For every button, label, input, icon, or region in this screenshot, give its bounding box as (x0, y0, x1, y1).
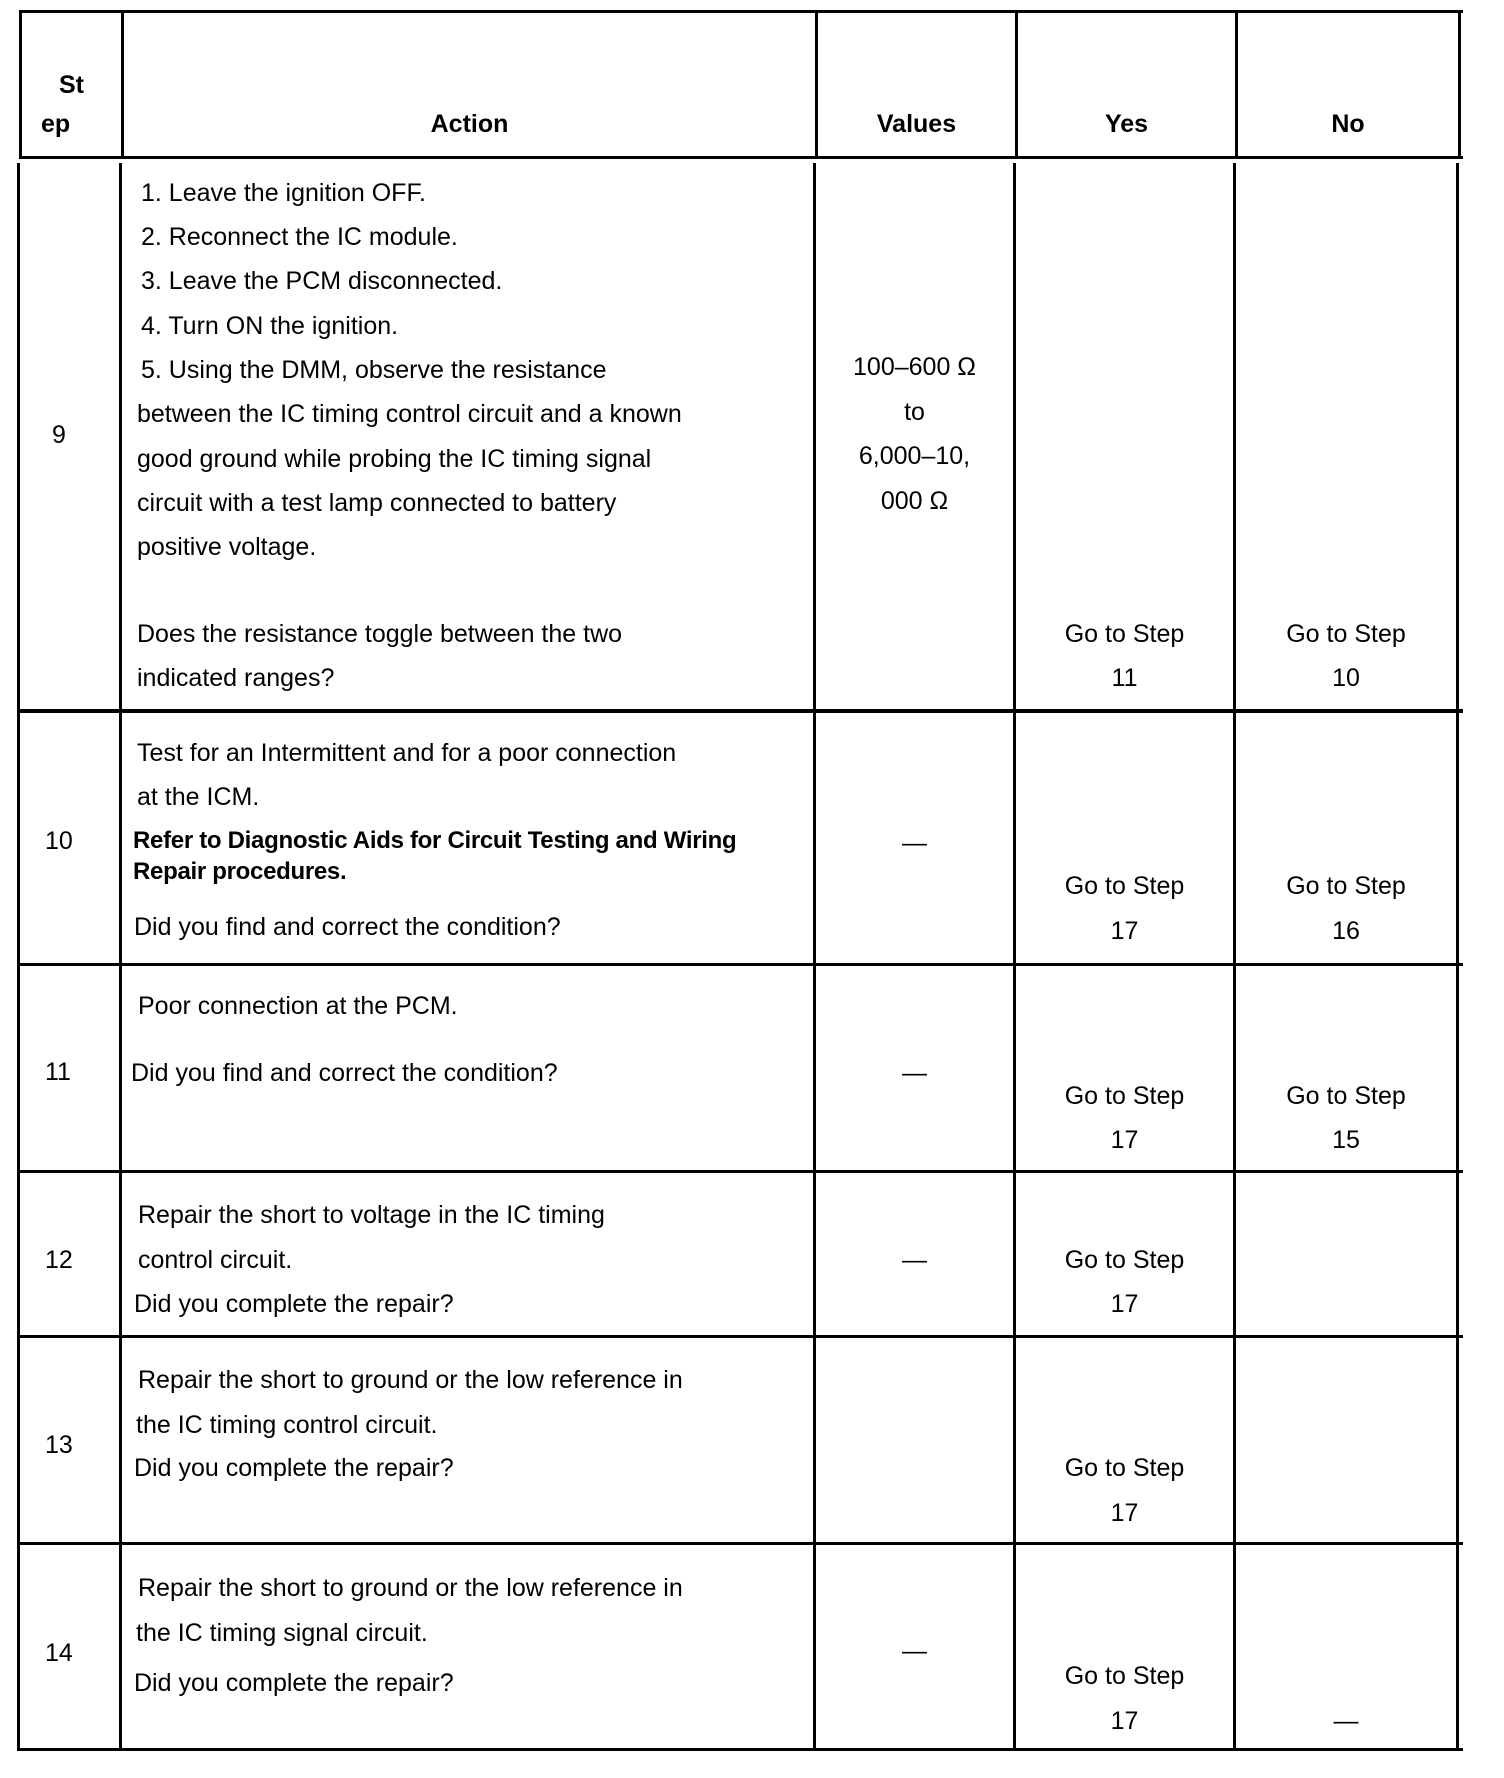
value-dash: — (902, 1246, 927, 1274)
step-number: 14 (45, 1639, 73, 1667)
question-line: Did you find and correct the condition? (134, 913, 561, 941)
bold-line: Refer to Diagnostic Aids for Circuit Testing and Wiring (133, 827, 737, 854)
col-rule-right-body (1456, 163, 1459, 1751)
yes-cell-line: Go to Step (1064, 1082, 1185, 1110)
action-line: good ground while probing the IC timing signal (137, 445, 652, 473)
col-rule-step-body (119, 163, 122, 1751)
header-step-line2: ep (41, 110, 71, 138)
action-line: at the ICM. (137, 783, 260, 811)
value-line: 100–600 Ω (853, 353, 976, 381)
action-line: Did you complete the repair? (134, 1669, 454, 1697)
action-line: 3. Leave the PCM disconnected. (141, 267, 503, 295)
action-line: between the IC timing control circuit and a known (137, 400, 682, 428)
table-border-top (19, 10, 1463, 13)
action-line: positive voltage. (137, 533, 317, 561)
action-line: Repair the short to ground or the low reference in (138, 1366, 683, 1394)
yes-cell-line: 17 (1110, 1290, 1139, 1318)
bold-line: Repair procedures. (133, 858, 347, 885)
action-line: circuit with a test lamp connected to battery (137, 489, 617, 517)
question-line: Does the resistance toggle between the two (137, 620, 623, 648)
value-line: 6,000–10, (858, 442, 971, 470)
action-line: control circuit. (138, 1246, 293, 1274)
header-step-line1: St (59, 71, 84, 99)
header-action: Action (430, 110, 509, 138)
no-cell-line: Go to Step (1286, 1082, 1406, 1110)
step-number: 10 (45, 827, 73, 855)
value-dash: — (902, 829, 927, 857)
action-line: 5. Using the DMM, observe the resistance (141, 356, 607, 384)
no-cell-line: 10 (1332, 664, 1360, 692)
row-rule-10-11 (17, 963, 1463, 966)
header-values: Values (876, 110, 957, 138)
action-line: 1. Leave the ignition OFF. (141, 179, 426, 207)
action-line: the IC timing control circuit. (136, 1411, 438, 1439)
yes-cell-line: Go to Step (1064, 1662, 1185, 1690)
header-no: No (1331, 110, 1365, 138)
yes-cell-line: Go to Step (1064, 1246, 1185, 1274)
yes-cell-line: 17 (1110, 1499, 1139, 1527)
action-line: 4. Turn ON the ignition. (141, 312, 399, 340)
yes-cell-line: Go to Step (1064, 872, 1185, 900)
row-rule-13-14 (17, 1542, 1463, 1545)
value-line: to (904, 398, 925, 426)
action-line: Did you complete the repair? (134, 1290, 454, 1318)
action-line: Repair the short to ground or the low reference in (138, 1574, 683, 1602)
value-dash: — (902, 1059, 927, 1087)
row-rule-11-12 (17, 1170, 1463, 1173)
no-cell-line: Go to Step (1286, 872, 1406, 900)
action-line: Did you complete the repair? (134, 1454, 454, 1482)
question-line: Did you find and correct the condition? (131, 1059, 558, 1087)
step-number: 13 (45, 1431, 73, 1459)
action-line: Test for an Intermittent and for a poor connection (137, 739, 677, 767)
yes-cell-line: Go to Step (1064, 620, 1185, 648)
col-rule-yes-body (1233, 163, 1236, 1751)
step-number: 11 (45, 1058, 71, 1086)
step-number: 12 (45, 1246, 73, 1274)
step-number: 9 (52, 421, 66, 449)
row-rule-12-13 (17, 1335, 1463, 1338)
table-border-bottom (17, 1748, 1463, 1751)
no-cell-dash: — (1333, 1707, 1359, 1735)
value-dash: — (902, 1637, 927, 1665)
yes-cell-line: 17 (1110, 1707, 1139, 1735)
action-line: Poor connection at the PCM. (138, 992, 458, 1020)
yes-cell-line: 11 (1111, 664, 1138, 692)
question-line: indicated ranges? (137, 664, 335, 692)
no-cell-line: 15 (1332, 1126, 1360, 1154)
value-line: 000 Ω (880, 487, 949, 515)
col-rule-right-header (1458, 10, 1461, 159)
no-cell-line: Go to Step (1286, 620, 1406, 648)
action-line: the IC timing signal circuit. (136, 1619, 428, 1647)
col-rule-left-body (17, 163, 20, 1751)
row-rule-9-10 (17, 709, 1463, 713)
header-bottom-rule (19, 156, 1463, 159)
yes-cell-line: 17 (1110, 917, 1139, 945)
yes-cell-line: Go to Step (1064, 1454, 1185, 1482)
header-yes: Yes (1104, 110, 1149, 138)
yes-cell-line: 17 (1110, 1126, 1139, 1154)
action-line: 2. Reconnect the IC module. (141, 223, 458, 251)
action-line: Repair the short to voltage in the IC timing (138, 1201, 605, 1229)
no-cell-line: 16 (1332, 917, 1360, 945)
